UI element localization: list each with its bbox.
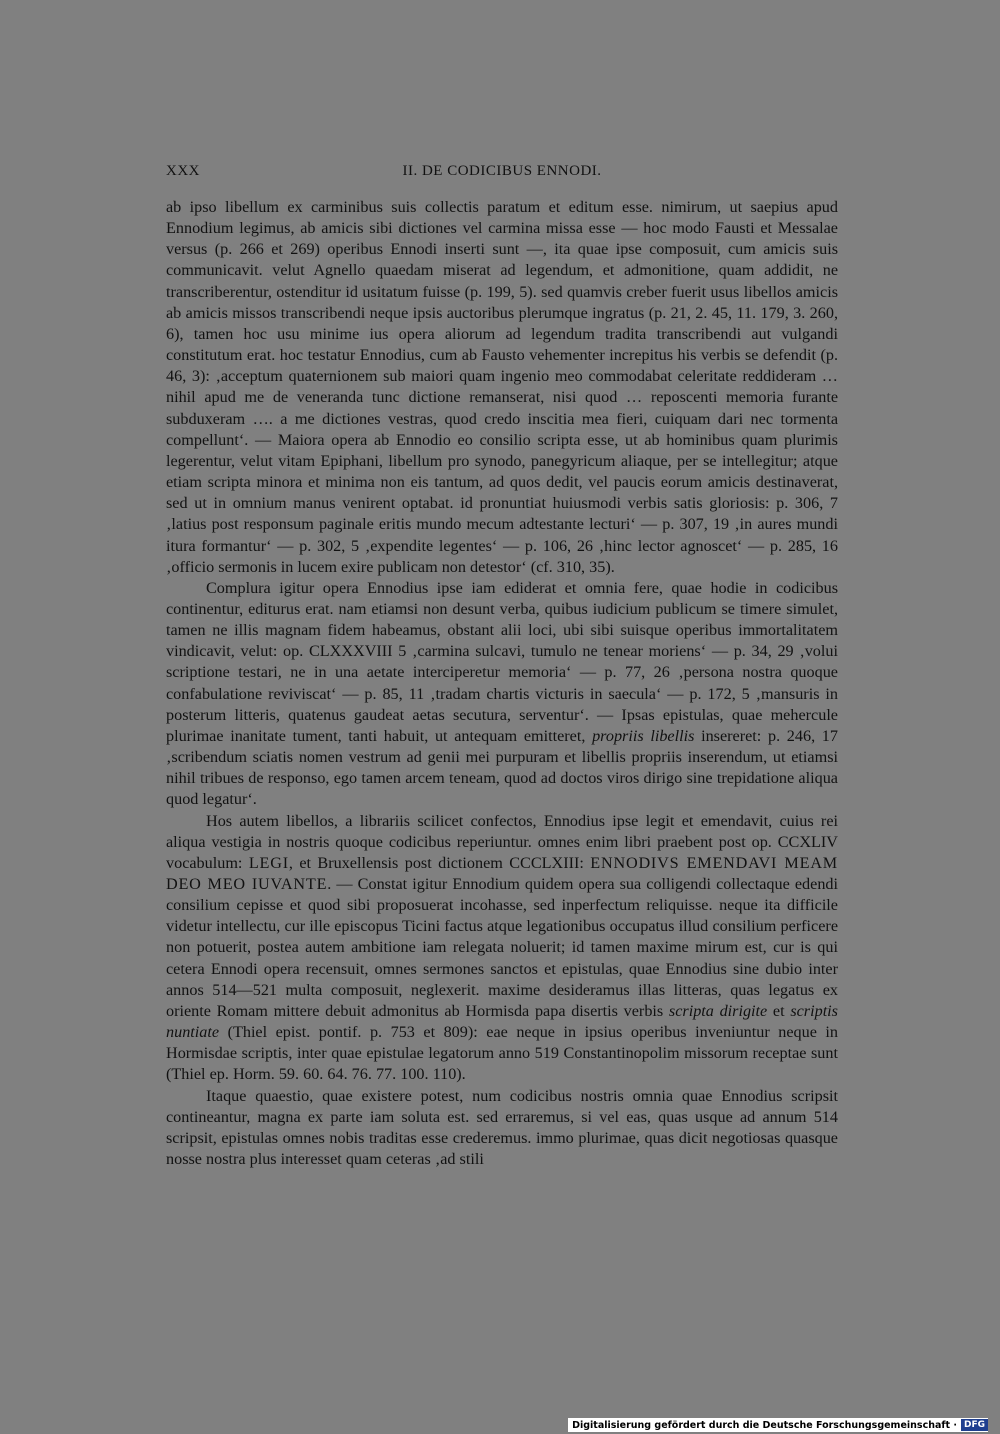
text-run: , et Bruxellensis post dictionem CCCLXIII: <box>288 853 591 872</box>
digitization-footer <box>568 1418 988 1432</box>
page-number: XXX <box>166 163 200 179</box>
caps-phrase: LEGI <box>248 853 289 872</box>
text-run: ab ipso libellum ex carminibus suis collectis paratum et editum esse. nimirum, ut saepius apud Ennodium legimus, ab amicis sibi dictiones vel carmina missa esse — hoc modo Fausti et Messalae versus (p. 266 et 269) operibus Ennodi inserti sunt —, ita quae ipse composuit, cum amicis suis communicavit. velut Agnello quaedam miserat ad legendum, et admonitione, quam addidit, ne transcriberentur, ostenditur id usitatum fuisse (p. 199, 5). sed quamvis creber fuerit usus libellos amicis ab amicis missos transcribendi neque ipsis auctoribus plerumque ingratus (p. 21, 2. 45, 11. 179, 3. 260, 6), tamen hoc usu minime ius opera aliorum ad legendum tradita transcribendi aut vulgandi constitutum erat. hoc testatur Ennodius, cum ab Fausto vehementer increpitus his verbis se defendit (p. 46, 3): ‚acceptum quaternionem sub maiori quam ingenio meo commodabat celeritate reddideram … nihil apud me de veneranda tunc dictione remanserat, nisi quod … reposcenti memoria furante subduxeram …. a me dictiones vestras, quod credo inscitia mea fieri, cuiquam dari nec tormenta compellunt‘. — Maiora opera ab Ennodio eo consilio scripta esse, ut ab hominibus quam plurimis legerentur, velut vitam Epiphani, libellum pro synodo, panegyricum aliaque, per se intellegitur; atque etiam scripta minora et minima non eis tantum, ad quos dedit, vel paucis eorum amicis destinaverat, sed ut in omnium manus venirent optabat. id pronuntiat huiusmodi verbis satis gloriosis: p. 306, 7 ‚latius post responsum paginale eritis mundo mecum adtestante lecturi‘ — p. 307, 19 ‚in aures mundi itura formantur‘ — p. 302, 5 ‚expendite legentes‘ — p. 106, 26 ‚hinc lector agnoscet‘ — p. 285, 16 ‚officio sermonis in lucem exire publicam non detestor‘ (cf. 310, 35). <box>166 198 838 576</box>
dfg-logo-icon: DFG <box>961 1419 988 1431</box>
text-run: Complura igitur opera Ennodius ipse iam ediderat et omnia fere, quae hodie in codicibus continentur, editurus erat. nam etiamsi non desunt verba, quibus iudicium publicum se timere simulet, tamen ne illis magnam fidem habeamus, obstant alii loci, ubi sibi suisque operibus immortalitatem vindicavit, velut: op. CLXXXVIII 5 ‚carmina sulcavi, tumulo ne tenear moriens‘ — p. 34, 29 ‚volui scriptione testari, ne in una aetate interciperetur memoria‘ — p. 77, 26 ‚persona nostra quoque confabulatione reviviscat‘ — p. 85, 11 ‚tradam chartis victuris in saecula‘ — p. 172, 5 ‚mansuris in posterum litteris, quatenus gaudeat aetas secutura, serventur‘. — Ipsas epistulas, quae mehercule plurimae inanitate tument, tanti habuit, ut antequam emitteret, <box>166 578 838 745</box>
text-run: (Thiel epist. pontif. p. 753 et 809): eae neque in ipsius operibus inveniuntur neque in Hormisdae scriptis, inter quae epistulae legatorum anno 519 Constantinopolim missorum receptae sunt (Thiel ep. Horm. 59. 60. 64. 76. 77. 100. 110). <box>166 1023 838 1084</box>
body-text <box>166 197 838 1170</box>
page-header <box>166 163 838 185</box>
running-title: II. DE CODICIBUS ENNODI. <box>402 163 602 179</box>
paragraph <box>166 1086 838 1171</box>
text-run: Itaque quaestio, quae existere potest, num codicibus nostris omnia quae Ennodius scripsit contineantur, magna ex parte iam soluta est. sed erraremus, si vel eas, quas usque ad annum 514 scripsit, epistulas omnes nobis traditas esse crederemus. immo plurimae, quas dicit negotiosas quasque nosse nostra plus interesset quam ceteras ‚ad stili <box>166 1086 838 1169</box>
text-run: et <box>767 1001 791 1020</box>
text-run: Hos autem libellos, a librariis scilicet confectos, Ennodius ipse legit et emendavit, cuius rei aliqua vestigia in nostris quoque codicibus reperiuntur. omnes enim libri praebent post op. CCXLIV vocabulum: <box>166 811 838 872</box>
paragraph <box>166 197 838 578</box>
italic-phrase: scripta dirigite <box>668 1001 768 1020</box>
italic-phrase: propriis libellis <box>592 726 695 745</box>
paragraph <box>166 811 838 1086</box>
italic-phrase: scriptis nuntiate <box>166 1001 838 1042</box>
text-run: . — Constat igitur Ennodium quidem opera sua colligendi collectaque edendi consilium cepisse et quod sibi proposuerat incohasse, sed inperfectum reliquisse. neque ita difficile videtur intellectu, cur ille episcopus Ticini factus atque legationibus occupatus illud consilium perficere non potuerit, postea autem ambitione iam relegata noluerit; id tamen maxime mirum est, cur is qui cetera Ennodi opera recensuit, omnes sermones sanctos et epistulas, quae Ennodius sine dubio inter annos 514—521 multa composuit, neglexerit. maxime desideramus illas litteras, quas legatus ex oriente Romam mittere debuit admonitus ab Hormisda papa disertis verbis <box>166 875 839 1020</box>
caps-phrase: ENNODIVS EMENDAVI MEAM DEO MEO IUVANTE <box>166 853 838 893</box>
footer-credit: Digitalisierung gefördert durch die Deutsche Forschungsgemeinschaft · <box>572 1419 957 1431</box>
text-run: insereret: p. 246, 17 ‚scribendum sciatis nomen vestrum ad genii mei purpuram et libellis propriis inserendum, ut etiamsi nihil tribues de responso, ego tamen arcem teneam, quod ad doctos viros dirigo sine trepidatione aliqua quod legatur‘. <box>166 726 838 809</box>
paragraph <box>166 578 838 811</box>
